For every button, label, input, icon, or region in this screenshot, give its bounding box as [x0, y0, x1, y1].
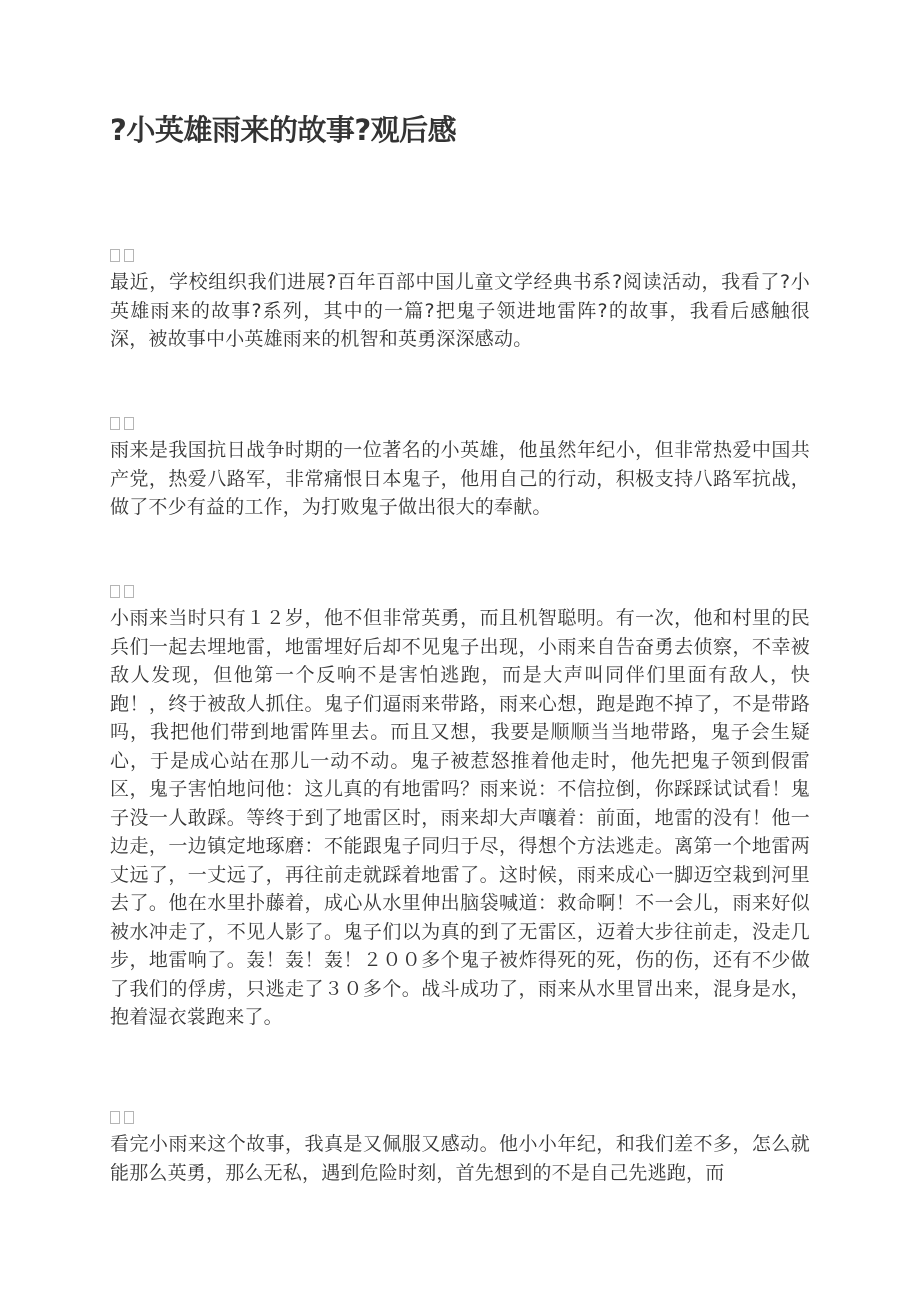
missing-glyph-box-icon [124, 1111, 134, 1124]
paragraph-text: 雨来是我国抗日战争时期的一位著名的小英雄，他虽然年纪小，但非常热爱中国共产党，热爱八路军，非常痛恨日本鬼子，他用自己的行动，积极支持八路军抗战，做了不少有益的工作，为打败鬼子做出很大的奉献。 [110, 439, 810, 518]
missing-glyph-marker [110, 1108, 810, 1126]
missing-glyph-box-icon [110, 249, 120, 262]
missing-glyph-box-icon [124, 417, 134, 430]
missing-glyph-box-icon [110, 585, 120, 598]
missing-glyph-box-icon [124, 585, 134, 598]
paragraph-section-2 [110, 414, 810, 522]
paragraph-text: 看完小雨来这个故事，我真是又佩服又感动。他小小年纪，和我们差不多，怎么就能那么英勇，那么无私，遇到危险时刻，首先想到的不是自己先逃跑，而 [110, 1133, 810, 1184]
paragraph-section-3 [110, 582, 810, 1032]
missing-glyph-box-icon [110, 417, 120, 430]
paragraph-text: 小雨来当时只有１２岁，他不但非常英勇，而且机智聪明。有一次，他和村里的民兵们一起去埋地雷，地雷埋好后却不见鬼子出现，小雨来自告奋勇去侦察，不幸被敌人发现，但他第一个反响不是害怕逃跑，而是大声叫同伴们里面有敌人，快跑！，终于被敌人抓住。鬼子们逼雨来带路，雨来心想，跑是跑不掉了，不是带路吗，我把他们带到地雷阵里去。而且又想，我要是顺顺当当地带路，鬼子会生疑心，于是成心站在那儿一动不动。鬼子被惹怒推着他走时，他先把鬼子领到假雷区，鬼子害怕地问他：这儿真的有地雷吗？雨来说：不信拉倒，你踩踩试试看！鬼子没一人敢踩。等终于到了地雷区时，雨来却大声嚷着：前面，地雷的没有！他一边走，一边镇定地琢磨：不能跟鬼子同归于尽，得想个方法逃走。离第一个地雷两丈远了，一丈远了，再往前走就踩着地雷了。这时候，雨来成心一脚迈空栽到河里去了。他在水里扑藤着，成心从水里伸出脑袋喊道：救命啊！不一会儿，雨来好似被水冲走了，不见人影了。鬼子们以为真的到了无雷区，迈着大步往前走，没走几步，地雷响了。轰！轰！轰！２００多个鬼子被炸得死的死，伤的伤，还有不少做了我们的俘虏，只逃走了３０多个。战斗成功了，雨来从水里冒出来，混身是水，抱着湿衣裳跑来了。 [110, 607, 810, 1028]
document-title: ?小英雄雨来的故事?观后感 [110, 113, 457, 147]
missing-glyph-box-icon [110, 1111, 120, 1124]
missing-glyph-marker [110, 582, 810, 600]
missing-glyph-marker [110, 414, 810, 432]
paragraph-section-4 [110, 1108, 810, 1187]
missing-glyph-marker [110, 246, 810, 264]
missing-glyph-box-icon [124, 249, 134, 262]
paragraph-text: 最近，学校组织我们进展?百年百部中国儿童文学经典书系?阅读活动，我看了?小英雄雨来的故事?系列，其中的一篇?把鬼子领进地雷阵?的故事，我看后感触很深，被故事中小英雄雨来的机智和英勇深深感动。 [110, 271, 810, 350]
paragraph-section-1 [110, 246, 810, 354]
